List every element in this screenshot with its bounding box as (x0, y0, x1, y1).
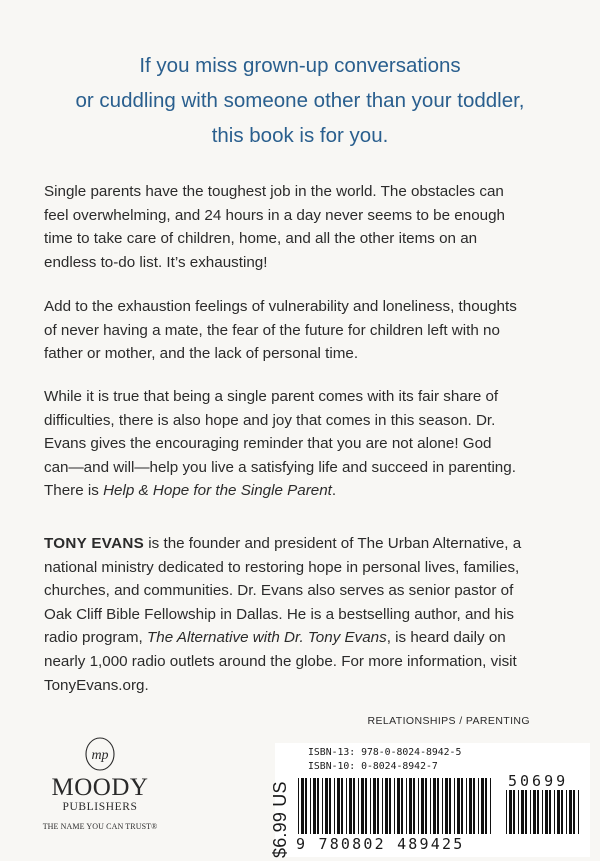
paragraph-line: father or mother, and the lack of personal time. (44, 345, 359, 363)
barcode-bar (461, 778, 463, 834)
paragraph-line (44, 532, 564, 556)
paragraph-line: Single parents have the toughest job in the world. The obstacles can (44, 183, 504, 200)
publisher-slogan: THE NAME YOU CAN TRUST® (42, 822, 158, 831)
radio-program-title: The Alternative with Dr. Tony Evans (146, 629, 387, 647)
barcode-bar (469, 778, 472, 834)
description-paragraph-2 (44, 295, 564, 366)
paragraph-line: feel overwhelming, and 24 hours in a day never seems to be enough (44, 206, 505, 224)
barcode-bar (313, 778, 316, 834)
author-bio (44, 532, 564, 697)
barcode-bar (325, 778, 328, 834)
paragraph-line (44, 479, 564, 503)
barcode-bar (394, 778, 395, 834)
publisher-sub: PUBLISHERS (62, 801, 138, 813)
barcode-bar (353, 778, 355, 834)
barcode-bar (557, 790, 560, 834)
barcode-bar (549, 790, 551, 834)
barcode-bar (418, 778, 419, 834)
barcode-bar (525, 790, 527, 834)
paragraph-line: Add to the exhaustion feelings of vulnerability and loneliness, thoughts (44, 298, 517, 315)
category-label: RELATIONSHIPS / PARENTING (367, 715, 530, 727)
paragraph-line: churches, and communities. Dr. Evans also serves as senior pastor of (44, 582, 514, 600)
publisher-emblem-icon (82, 735, 118, 773)
bio-line-rest: is the founder and president of The Urban Alternative, a (144, 535, 522, 552)
tagline (0, 48, 600, 153)
tagline-line-3: this book is for you. (211, 124, 389, 147)
barcode-bar (442, 778, 443, 834)
barcode-bar (569, 790, 572, 834)
tagline-line-1: If you miss grown-up conversations (139, 54, 461, 77)
barcode-bar (454, 778, 455, 834)
barcode-bar (397, 778, 400, 834)
barcode-bar (533, 790, 536, 834)
book-title: Help & Hope for the Single Parent (103, 482, 332, 500)
paragraph-line: can—and will—help you live a satisfying life and succeed in parenting. (44, 458, 516, 476)
line-prefix: radio program, (44, 629, 147, 647)
barcode-bar (385, 778, 388, 834)
barcode-bar (358, 778, 359, 834)
paragraph-line: time to take care of children, home, and all the other items on an (44, 230, 478, 248)
barcode-bar (466, 778, 467, 834)
barcode-bar (382, 778, 383, 834)
barcode-bar (518, 790, 519, 834)
paragraph-line (44, 626, 564, 650)
barcode-bar (481, 778, 484, 834)
barcode-bar (473, 778, 475, 834)
barcode-bar (373, 778, 376, 834)
barcode-bar (341, 778, 343, 834)
barcode-bar (537, 790, 539, 834)
author-name: TONY EVANS (44, 535, 145, 552)
isbn-10-label: ISBN-10: 0-8024-8942-7 (308, 761, 438, 772)
barcode-bar (310, 778, 311, 834)
barcode-bar (409, 778, 412, 834)
barcode-bar (377, 778, 379, 834)
paragraph-line: national ministry dedicated to restoring hope in personal lives, families, (44, 558, 520, 576)
barcode-bar (421, 778, 424, 834)
barcode-bar (521, 790, 524, 834)
barcode-bar (361, 778, 364, 834)
paragraph-line: of never having a mate, the fear of the future for children left with no (44, 321, 500, 339)
barcode-bar (513, 790, 515, 834)
barcode-bar (457, 778, 460, 834)
barcode-bar (298, 778, 299, 834)
barcode-bar (329, 778, 331, 834)
barcode-bar (305, 778, 307, 834)
barcode-bar (317, 778, 319, 834)
paragraph-line: nearly 1,000 radio outlets around the globe. For more information, visit (44, 652, 517, 670)
barcode-bar (322, 778, 323, 834)
barcode-bar (437, 778, 439, 834)
barcode-bar (509, 790, 512, 834)
paragraph-line: Evans gives the encouraging reminder that you are not alone! God (44, 435, 492, 453)
barcode-bar (430, 778, 431, 834)
barcode-bar (478, 778, 479, 834)
description-paragraph-1 (44, 180, 564, 274)
paragraph-line: endless to-do list. It’s exhausting! (44, 253, 268, 271)
barcode-bar (573, 790, 575, 834)
barcode-bar (566, 790, 567, 834)
barcode-bar (370, 778, 371, 834)
barcode-bar (561, 790, 563, 834)
publisher-name: MOODY (51, 774, 149, 801)
barcode-bar (542, 790, 543, 834)
ean-barcode (298, 778, 496, 836)
barcode-bar (349, 778, 352, 834)
barcode-bar (406, 778, 407, 834)
barcode-bar (578, 790, 579, 834)
barcode-bar (365, 778, 367, 834)
price-label: $6.99 US (270, 781, 290, 858)
barcode-bar (554, 790, 555, 834)
barcode-bar (530, 790, 531, 834)
publisher-monogram: mp (91, 748, 109, 763)
barcode-bar (389, 778, 391, 834)
tagline-line-2: or cuddling with someone other than your toddler, (75, 89, 525, 112)
barcode-bar (425, 778, 427, 834)
barcode-bar (413, 778, 415, 834)
barcode-bar (506, 790, 507, 834)
barcode-bar (334, 778, 335, 834)
publisher-logo (30, 735, 170, 831)
barcode-bar (445, 778, 448, 834)
ean-digits: 9 780802 489425 (296, 835, 465, 853)
price-addon-barcode (506, 790, 586, 836)
line-suffix: . (331, 482, 337, 500)
description-paragraph-3 (44, 385, 564, 503)
barcode-bar (545, 790, 548, 834)
barcode-bar (449, 778, 451, 834)
paragraph-line: While it is true that being a single parent comes with its fair share of (44, 388, 499, 405)
line-prefix: There is (44, 482, 104, 500)
isbn-13-label: ISBN-13: 978-0-8024-8942-5 (308, 747, 462, 758)
barcode-bar (401, 778, 403, 834)
paragraph-line: TonyEvans.org. (44, 676, 149, 694)
addon-digits: 50699 (508, 772, 569, 790)
barcode-bar (337, 778, 340, 834)
barcode-bar (485, 778, 487, 834)
barcode-bar (346, 778, 347, 834)
line-suffix: , is heard daily on (386, 629, 506, 647)
barcode-bar (433, 778, 436, 834)
paragraph-line: difficulties, there is also hope and joy that comes in this season. Dr. (44, 411, 496, 429)
paragraph-line: Oak Cliff Bible Fellowship in Dallas. He is a bestselling author, and his (44, 605, 514, 623)
barcode-bar (301, 778, 304, 834)
barcode-bar (490, 778, 491, 834)
